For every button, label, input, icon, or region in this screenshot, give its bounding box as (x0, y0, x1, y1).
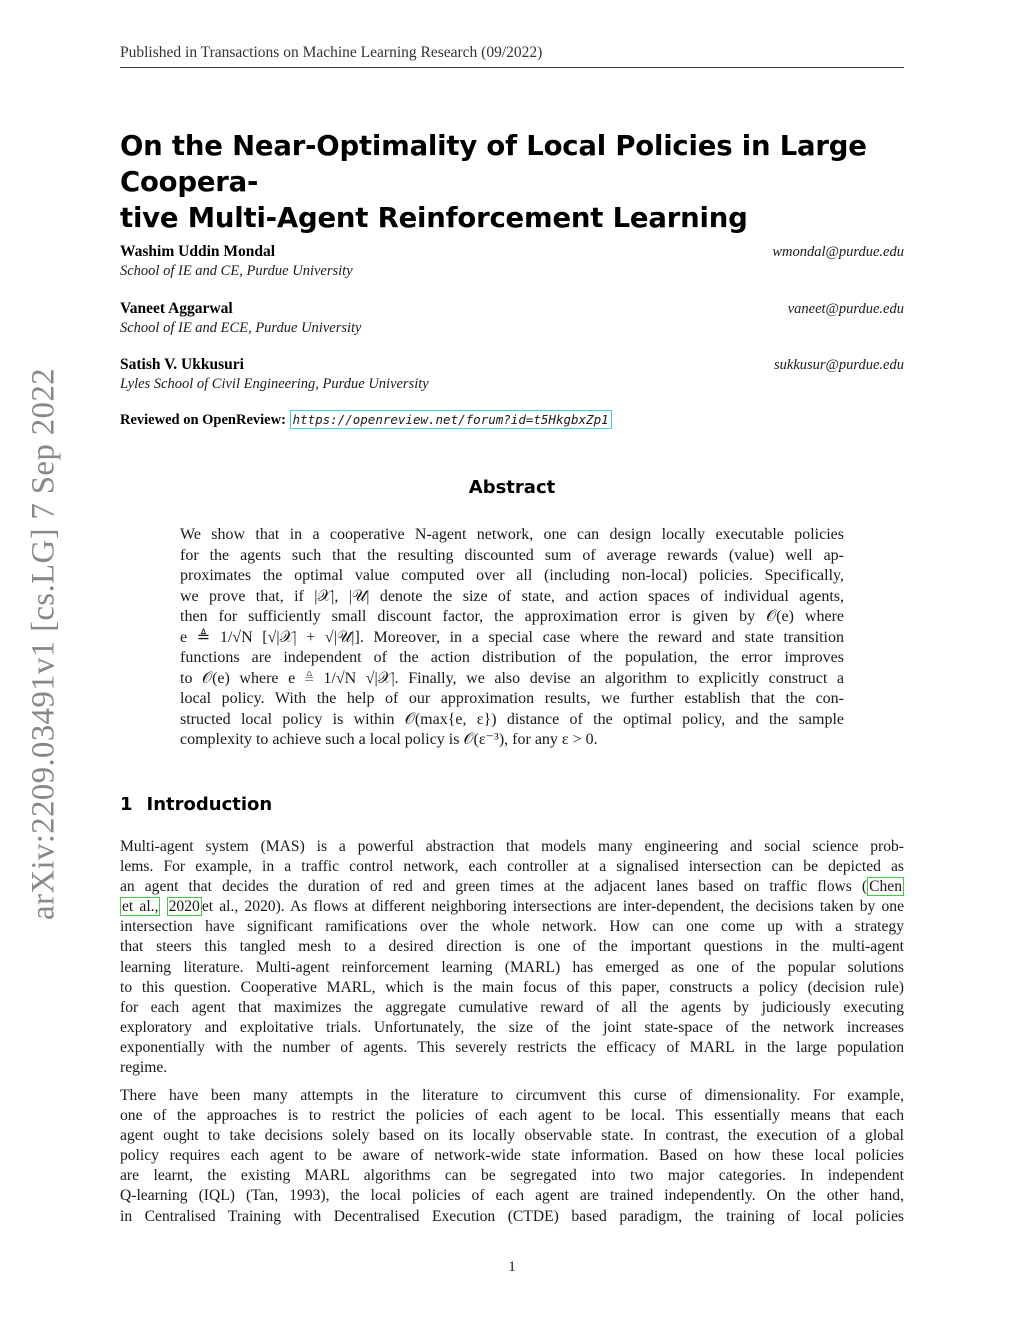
author-affiliation: Lyles School of Civil Engineering, Purdue University (120, 376, 429, 392)
abstract-line: complexity to achieve such a local policy is 𝒪(ε⁻³), for any ε > 0. (180, 731, 598, 748)
author-affiliation: School of IE and CE, Purdue University (120, 263, 353, 279)
abstract-line: proximates the optimal value computed over all (including non-local) policies. Specifically, (180, 567, 844, 584)
paragraph-line: one of the approaches is to restrict the policies of each agent to be local. This essentially means that each (120, 1107, 904, 1125)
abstract-line: then for sufficiently small discount factor, the approximation error is given by 𝒪(e) where (180, 608, 844, 625)
abstract-body (180, 525, 844, 751)
citation-chen-link[interactable]: Chen (869, 878, 902, 896)
author-name: Satish V. Ukkusuri (120, 356, 244, 373)
paragraph-line: for each agent that maximizes the aggregate cumulative reward of all the agents by judiciously executing (120, 998, 904, 1016)
paragraph-line: Multi-agent system (MAS) is a powerful abstraction that models many engineering and social science prob- (120, 838, 904, 855)
author-affiliation: School of IE and ECE, Purdue University (120, 320, 362, 336)
paragraph-line-text: an agent that decides the duration of red and green times at the adjacent lanes based on traffic flows ( (120, 878, 868, 896)
paragraph-line (120, 897, 904, 917)
page-number: 1 (508, 1259, 516, 1275)
citation-chen-year-link[interactable]: 2020 (168, 898, 200, 916)
paragraph-line: policy requires each agent to be aware of network-wide state information. Based on how these local policies (120, 1147, 904, 1165)
author-block-2 (120, 300, 904, 337)
abstract-line: functions are independent of the action distribution of the population, the error improves (180, 649, 844, 666)
intro-paragraph-2 (120, 1086, 904, 1227)
paragraph-line: learning literature. Multi-agent reinforcement learning (MARL) has emerged as one of the popular solutions (120, 958, 904, 976)
paragraph-line: that steers this tangled mesh to a desired direction is one of the important questions in the multi-agent (120, 938, 904, 956)
openreview-link[interactable]: https://openreview.net/forum?id=t5HkgbxZp1 (290, 410, 612, 429)
paper-title (120, 128, 910, 236)
author-name: Washim Uddin Mondal (120, 243, 276, 260)
abstract-line: local policy. With the help of our approximation results, we further establish that the con- (180, 690, 844, 707)
title-line-1: On the Near-Optimality of Local Policies in Large Coopera- (120, 130, 867, 198)
paragraph-line: exponentially with the number of agents. This severely restricts the efficacy of MARL in the large population (120, 1038, 904, 1056)
paragraph-line: to this question. Cooperative MARL, which is the main focus of this paper, constructs a policy (decision rule) (120, 978, 904, 996)
section-heading-introduction (120, 794, 272, 815)
abstract-line: to 𝒪(e) where e ≜ 1/√N √|𝒳|. Finally, we also devise an algorithm to explicitly construct a (180, 669, 844, 687)
review-label: Reviewed on OpenReview: (120, 412, 286, 428)
paragraph-line: are learnt, the existing MARL algorithms can be segregated into two major categories. In independent (120, 1167, 904, 1185)
author-block-1 (120, 243, 904, 280)
section-title: Introduction (146, 794, 273, 815)
paragraph-line: regime. (120, 1059, 168, 1077)
review-line (120, 412, 612, 429)
paragraph-line: agent ought to take decisions solely based on its locally observable state. In contrast, the execution of a global (120, 1127, 904, 1145)
abstract-line: structed local policy is within 𝒪(max{e, ε}) distance of the optimal policy, and the sample (180, 710, 844, 728)
abstract-line: we prove that, if |𝒳|, |𝒰| denote the size of state, and action spaces of individual agents, (180, 587, 844, 605)
abstract-line: for the agents such that the resulting discounted sum of average rewards (value) well ap- (180, 546, 844, 564)
paragraph-line: Q-learning (IQL) (Tan, 1993), the local policies of each agent are trained independently. On the other hand, (120, 1187, 904, 1205)
intro-paragraph-1 (120, 837, 904, 1078)
author-name: Vaneet Aggarwal (120, 300, 233, 317)
paragraph-line: intersection have significant ramifications over the whole network. How can one come up with a strategy (120, 918, 904, 936)
author-email[interactable]: sukkusur@purdue.edu (774, 357, 904, 373)
citation-chen-link[interactable]: et al., (122, 898, 159, 916)
section-number: 1 (120, 794, 133, 815)
paragraph-line-text: et al., 2020). As flows at different neighboring intersections are inter-dependent, the decisions taken by one (201, 898, 905, 916)
paragraph-line: exploratory and exploitative trials. Unfortunately, the size of the joint state-space of the network increases (120, 1018, 904, 1036)
paragraph-line: in Centralised Training with Decentralised Execution (CTDE) based paradigm, the training of local policies (120, 1207, 904, 1225)
abstract-line: We show that in a cooperative N-agent network, one can design locally executable policies (180, 526, 844, 543)
running-header: Published in Transactions on Machine Learning Research (09/2022) (120, 44, 904, 68)
author-email[interactable]: wmondal@purdue.edu (772, 244, 904, 260)
abstract-line: e ≜ 1/√N [√|𝒳| + √|𝒰|]. Moreover, in a special case where the reward and state transition (180, 628, 844, 646)
author-block-3 (120, 356, 904, 393)
title-line-2: tive Multi-Agent Reinforcement Learning (120, 202, 748, 234)
arxiv-stamp-text: arXiv:2209.03491v1 [cs.LG] 7 Sep 2022 (25, 368, 62, 920)
paragraph-line (120, 877, 904, 897)
paragraph-line: lems. For example, in a traffic control network, each controller at a signalised intersection can be depicted as (120, 858, 904, 876)
author-email[interactable]: vaneet@purdue.edu (787, 301, 904, 317)
paragraph-line: There have been many attempts in the literature to circumvent this curse of dimensionality. For example, (120, 1087, 904, 1104)
abstract-heading: Abstract (468, 477, 556, 498)
